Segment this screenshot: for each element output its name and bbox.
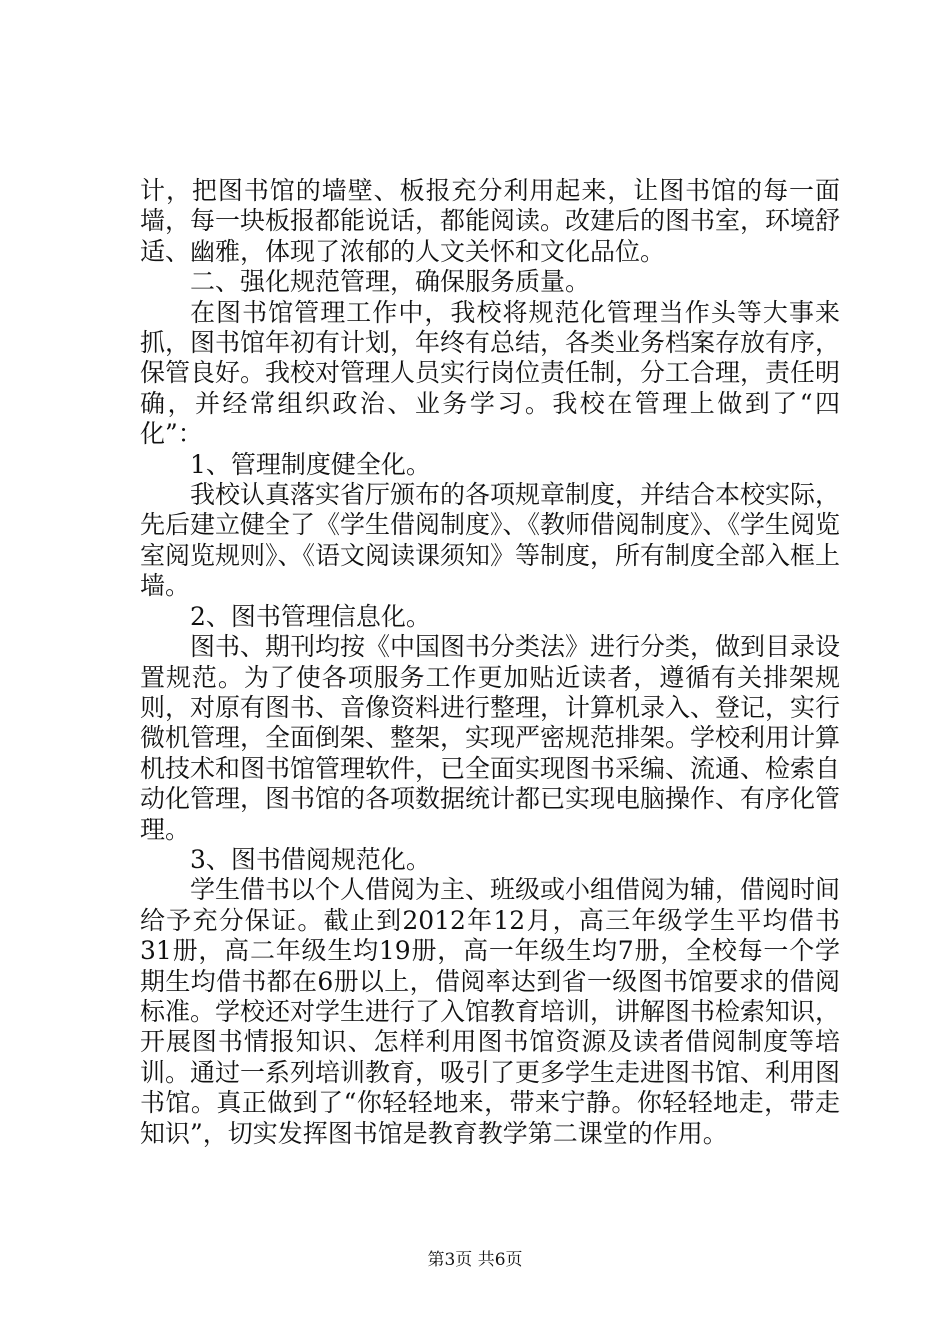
document-body xyxy=(140,176,840,1149)
page-number-footer: 第3页 共6页 xyxy=(427,1250,523,1270)
paragraph: 在图书馆管理工作中，我校将规范化管理当作头等大事来抓，图书馆年初有计划，年终有总结，各类业务档案存放有序，保管良好。我校对管理人员实行岗位责任制，分工合理，责任明确，并经常组织政治、业务学习。我校在管理上做到了“四化”： xyxy=(140,297,841,449)
paragraph: 图书、期刊均按《中国图书分类法》进行分类，做到目录设置规范。为了使各项服务工作更加贴近读者，遵循有关排架规则，对原有图书、音像资料进行整理，计算机录入、登记，实行微机管理，全面倒架、整架，实现严密规范排架。学校利用计算机技术和图书馆管理软件，已全面实现图书采编、流通、检索自动化管理，图书馆的各项数据统计都已实现电脑操作、有序化管理。 xyxy=(140,632,841,844)
subsection-heading: 3、图书借阅规范化。 xyxy=(190,844,431,874)
section-heading: 二、强化规范管理，确保服务质量。 xyxy=(190,267,591,297)
subsection-heading: 2、图书管理信息化。 xyxy=(190,601,431,631)
paragraph: 学生借书以个人借阅为主、班级或小组借阅为辅，借阅时间给予充分保证。截止到2012年12月，高三年级学生平均借书31册，高二年级生均19册，高一年级生均7册，全校每一个学期生均借书都在6册以上，借阅率达到省一级图书馆要求的借阅标准。学校还对学生进行了入馆教育培训，讲解图书检索知识，开展图书情报知识、怎样利用图书馆资源及读者借阅制度等培训。通过一系列培训教育，吸引了更多学生走进图书馆、利用图书馆。真正做到了“你轻轻地来，带来宁静。你轻轻地走，带走知识”，切实发挥图书馆是教育教学第二课堂的作用。 xyxy=(140,875,841,1148)
paragraph: 我校认真落实省厅颁布的各项规章制度，并结合本校实际，先后建立健全了《学生借阅制度》、《教师借阅制度》、《学生阅览室阅览规则》、《语文阅读课须知》等制度，所有制度全部入框上墙。 xyxy=(140,480,841,601)
subsection-heading: 1、管理制度健全化。 xyxy=(190,449,431,479)
paragraph: 计，把图书馆的墙壁、板报充分利用起来，让图书馆的每一面墙，每一块板报都能说话，都能阅读。改建后的图书室，环境舒适、幽雅，体现了浓郁的人文关怀和文化品位。 xyxy=(140,176,841,266)
